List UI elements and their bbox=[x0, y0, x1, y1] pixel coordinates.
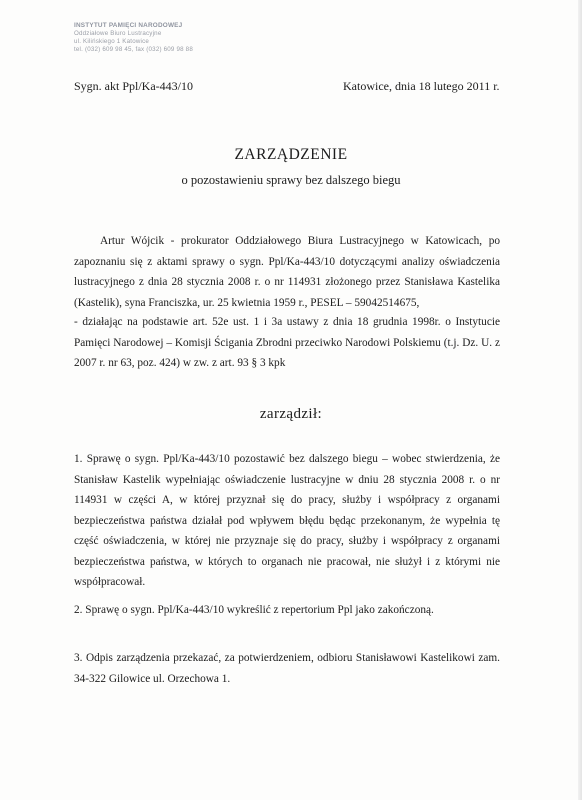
decision-heading: zarządził: bbox=[259, 406, 323, 422]
decision-item-3: 3. Odpis zarządzenia przekazać, za potwierdzeniem, odbioru Stanisławowi Kastelikowi zam. 34-322 Gilowice ul. Orzechowa 1. bbox=[74, 652, 500, 685]
stamp-line: ul. Kilińskiego 1 Katowice bbox=[74, 38, 150, 45]
intro-paragraph: Artur Wójcik - prokurator Oddziałowego Biura Lustracyjnego w Katowicach, po zapoznaniu się z aktami sprawy o sygn. Ppl/Ka-443/10 dotyczącymi analizy oświadczenia lustracyjnego z dnia 28 stycznia 2008 r. o nr 114931 złożonego przez Stanisława Kastelika (Kastelik), syna Franciszka, ur. 25 kwietnia 1959 r., PESEL – 59042514675, bbox=[74, 235, 500, 309]
scan-edge bbox=[578, 0, 582, 800]
document-title: ZARZĄDZENIE bbox=[234, 146, 348, 163]
stamp-line: INSTYTUT PAMIĘCI NARODOWEJ bbox=[74, 22, 183, 29]
institution-stamp bbox=[74, 22, 202, 54]
document-subtitle: o pozostawieniu sprawy bez dalszego biegu bbox=[181, 173, 401, 187]
decision-item-2: 2. Sprawę o sygn. Ppl/Ka-443/10 wykreślić z repertorium Ppl jako zakończoną. bbox=[74, 604, 434, 616]
stamp-line: Oddziałowe Biuro Lustracyjne bbox=[74, 30, 162, 37]
legal-basis-paragraph: - działając na podstawie art. 52e ust. 1 i 3a ustawy z dnia 18 grudnia 1998r. o Instytucie Pamięci Narodowej – Komisji Ścigania Zbrodni przeciwko Narodowi Polskiemu (t.j. Dz. U. z 2007 r. nr 63, poz. 424) w zw. z art. 93 § 3 kpk bbox=[74, 316, 500, 369]
case-signature: Sygn. akt Ppl/Ka-443/10 bbox=[74, 79, 193, 93]
decision-item-1: 1. Sprawę o sygn. Ppl/Ka-443/10 pozostawić bez dalszego biegu – wobec stwierdzenia, że Stanisław Kastelik wypełniając oświadczenie lustracyjne w dniu 28 stycznia 2008 r. o nr 114931 w części A, w której przyznał się do pracy, służby i współpracy z organami bezpieczeństwa państwa działał pod wpływem błędu będąc przekonanym, że wypełnia tę część oświadczenia, w której nie przyznaje się do pracy, służby i współpracy z organami bezpieczeństwa państwa, w których to organach nie pracował, nie służył i z którymi nie współpracował. bbox=[74, 453, 500, 588]
place-and-date: Katowice, dnia 18 lutego 2011 r. bbox=[343, 79, 500, 93]
stamp-line: tel. (032) 609 98 45, fax (032) 609 98 88 bbox=[74, 46, 193, 53]
